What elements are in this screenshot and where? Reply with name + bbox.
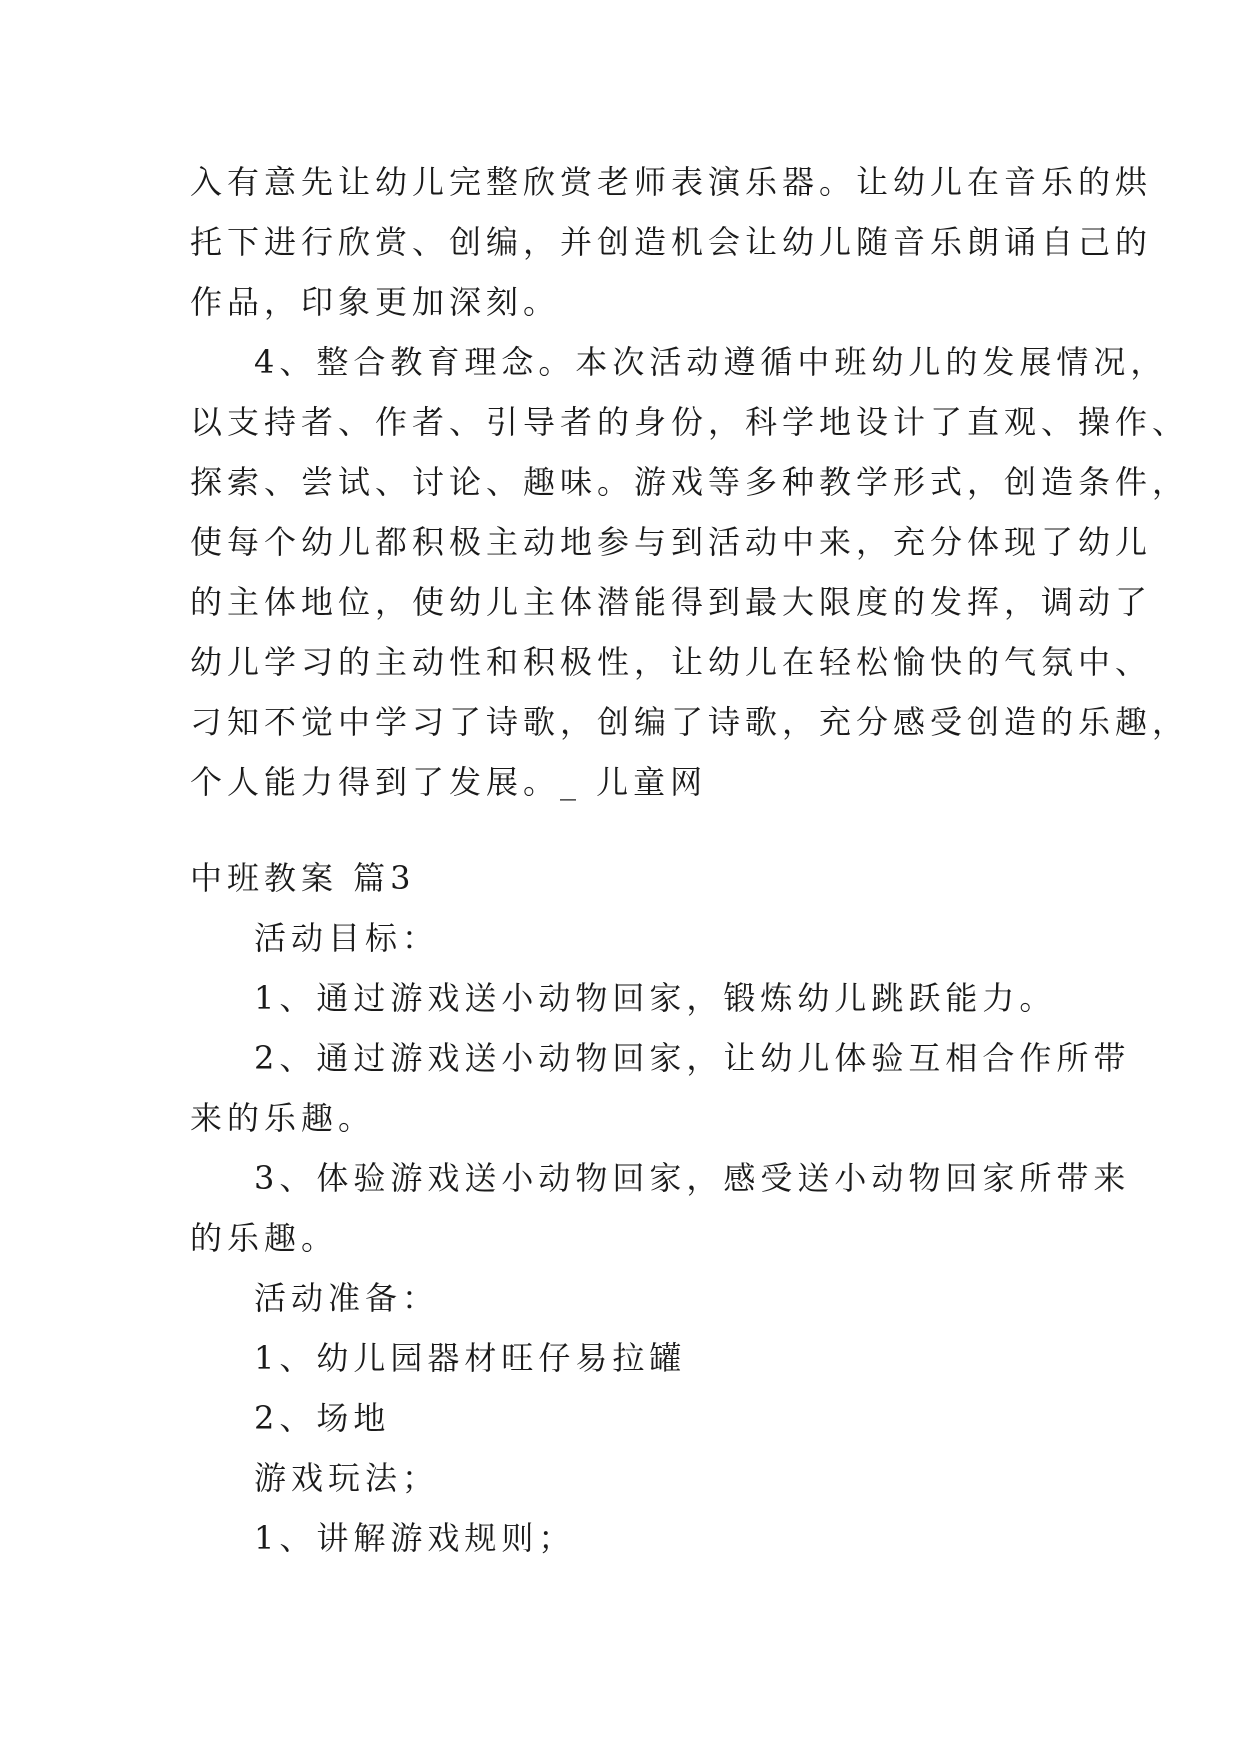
goal-item: 3、体验游戏送小动物回家，感受送小动物回家所带来 bbox=[254, 1159, 1131, 1197]
section-title: 中班教案 篇3 bbox=[190, 859, 416, 897]
paragraph-line: 使每个幼儿都积极主动地参与到活动中来，充分体现了幼儿 bbox=[190, 523, 1153, 561]
paragraph-line: 幼儿学习的主动性和积极性，让幼儿在轻松愉快的气氛中、 bbox=[190, 643, 1153, 681]
prep-heading: 活动准备： bbox=[254, 1279, 440, 1317]
prep-item: 1、幼儿园器材旺仔易拉罐 bbox=[254, 1339, 687, 1377]
paragraph-line: 个人能力得到了发展。_ 儿童网 bbox=[190, 763, 708, 801]
paragraph-line: 探索、尝试、讨论、趣味。游戏等多种教学形式，创造条件， bbox=[190, 463, 1190, 501]
paragraph-line: 刁知不觉中学习了诗歌，创编了诗歌，充分感受创造的乐趣， bbox=[190, 703, 1190, 741]
play-heading: 游戏玩法； bbox=[254, 1459, 440, 1497]
goals-heading: 活动目标： bbox=[254, 919, 440, 957]
paragraph-line: 入有意先让幼儿完整欣赏老师表演乐器。让幼儿在音乐的烘 bbox=[190, 163, 1153, 201]
paragraph-line: 4、整合教育理念。本次活动遵循中班幼儿的发展情况， bbox=[254, 343, 1168, 381]
goal-item-continued: 来的乐趣。 bbox=[190, 1099, 376, 1137]
paragraph-line: 作品，印象更加深刻。 bbox=[190, 283, 561, 321]
play-item: 1、讲解游戏规则； bbox=[254, 1519, 576, 1557]
goal-item-continued: 的乐趣。 bbox=[190, 1219, 339, 1257]
paragraph-line: 以支持者、作者、引导者的身份，科学地设计了直观、操作、 bbox=[190, 403, 1190, 441]
goal-item: 1、通过游戏送小动物回家，锻炼幼儿跳跃能力。 bbox=[254, 979, 1057, 1017]
goal-item: 2、通过游戏送小动物回家，让幼儿体验互相合作所带 bbox=[254, 1039, 1131, 1077]
paragraph-line: 的主体地位，使幼儿主体潜能得到最大限度的发挥，调动了 bbox=[190, 583, 1153, 621]
paragraph-line: 托下进行欣赏、创编，并创造机会让幼儿随音乐朗诵自己的 bbox=[190, 223, 1153, 261]
prep-item: 2、场地 bbox=[254, 1399, 391, 1437]
